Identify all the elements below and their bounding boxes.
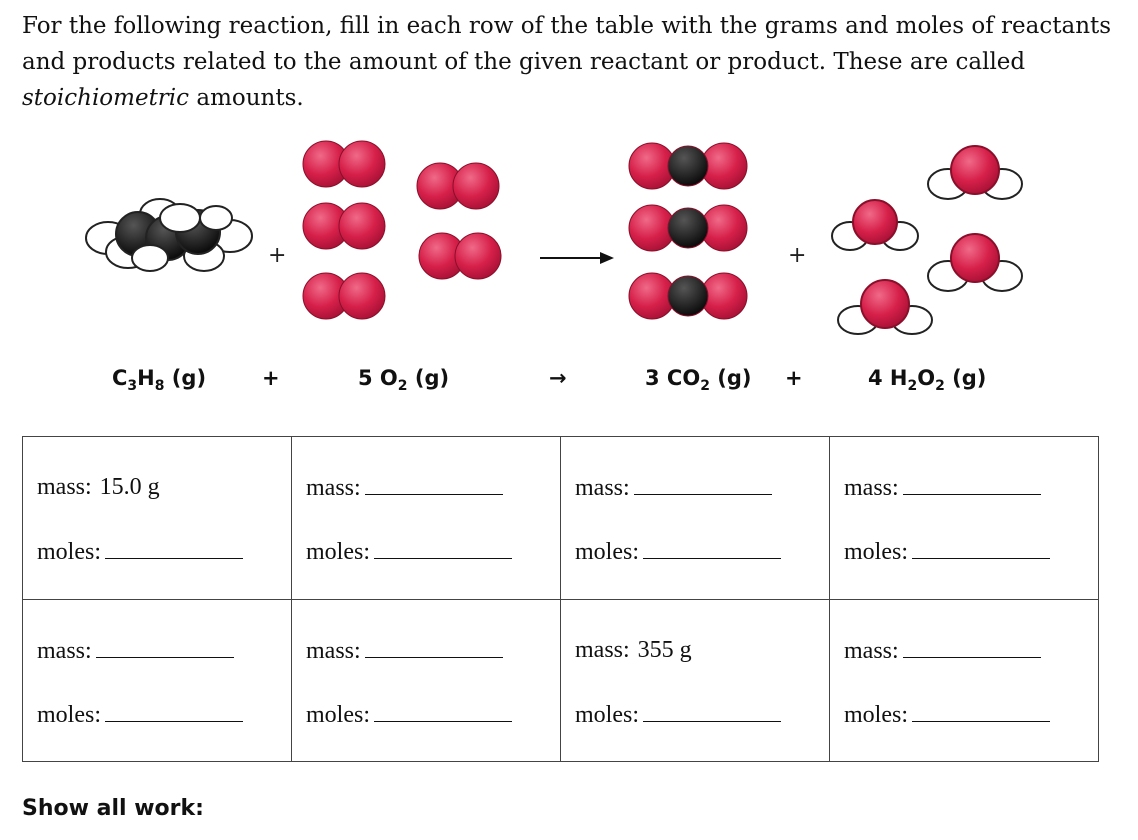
moles-field[interactable]: moles: — [37, 538, 291, 568]
moles-blank[interactable] — [105, 538, 243, 559]
eq-oxygen: 5 $O_2$ (g) — [358, 366, 450, 395]
water-molecule-models — [832, 146, 1022, 334]
cell-o2-row1 — [292, 437, 561, 600]
moles-blank[interactable] — [105, 701, 243, 722]
table-row — [23, 437, 1099, 600]
moles-blank[interactable] — [912, 538, 1050, 559]
cell-c3h8-row1 — [23, 437, 292, 600]
propane-molecule-model — [86, 199, 252, 271]
mass-blank[interactable] — [96, 637, 234, 658]
mass-field[interactable]: mass: — [306, 474, 560, 504]
cell-o2-row2 — [292, 599, 561, 762]
cell-co2-row2 — [561, 599, 830, 762]
instructions-text: For the following reaction, fill in each row of the table with the grams and moles of reactants and products related to the amount of the given reactant or product. These are called stoichiometric amounts. — [22, 13, 1112, 111]
table-row — [23, 599, 1099, 762]
moles-blank[interactable] — [643, 701, 781, 722]
mass-blank[interactable] — [903, 637, 1041, 658]
mass-field[interactable]: mass: — [844, 637, 1098, 667]
mass-field: mass: 355 g — [575, 636, 692, 663]
moles-field[interactable]: moles: — [37, 701, 291, 731]
mass-blank[interactable] — [365, 637, 503, 658]
cell-h2o-row2 — [830, 599, 1099, 762]
eq-water: 4 $H_2O_2$ (g) — [868, 366, 987, 395]
mass-blank[interactable] — [365, 474, 503, 495]
stoichiometry-table — [22, 436, 1099, 762]
mass-blank[interactable] — [903, 474, 1041, 495]
show-work-heading: Show all work: — [22, 796, 204, 821]
eq-propane: $C_3H_8$ (g) — [112, 366, 207, 395]
eq-arrow: → — [549, 366, 567, 390]
mass-field[interactable]: mass: — [575, 474, 829, 504]
cell-c3h8-row2 — [23, 599, 292, 762]
given-mass-value: 15.0 g — [99, 474, 160, 500]
mass-field[interactable]: mass: — [306, 637, 560, 667]
diagram-reaction-arrow — [540, 252, 614, 264]
carbon-dioxide-molecule-models — [629, 143, 747, 319]
eq-plus-1: + — [262, 366, 280, 390]
cell-h2o-row1 — [830, 437, 1099, 600]
moles-field[interactable]: moles: — [306, 701, 560, 731]
moles-field[interactable]: moles: — [844, 701, 1098, 731]
moles-blank[interactable] — [374, 538, 512, 559]
moles-field[interactable]: moles: — [575, 538, 829, 568]
moles-field[interactable]: moles: — [844, 538, 1098, 568]
mass-blank[interactable] — [634, 474, 772, 495]
moles-blank[interactable] — [912, 701, 1050, 722]
given-mass-value: 355 g — [637, 636, 692, 663]
reaction-molecule-diagram — [0, 130, 1138, 340]
eq-carbon-dioxide: 3 $CO_2$ (g) — [645, 366, 752, 395]
moles-blank[interactable] — [374, 701, 512, 722]
emphasis-stoichiometric: stoichiometric — [22, 85, 190, 111]
mass-field: mass: 15.0 g — [37, 474, 160, 500]
diagram-plus-left: + — [268, 243, 287, 268]
moles-field[interactable]: moles: — [306, 538, 560, 568]
mass-field[interactable]: mass: — [844, 474, 1098, 504]
eq-plus-2: + — [785, 366, 803, 390]
cell-co2-row1 — [561, 437, 830, 600]
moles-field[interactable]: moles: — [575, 701, 829, 731]
diagram-plus-right: + — [788, 243, 807, 268]
oxygen-molecule-models — [303, 141, 501, 319]
moles-blank[interactable] — [643, 538, 781, 559]
mass-field[interactable]: mass: — [37, 637, 291, 667]
